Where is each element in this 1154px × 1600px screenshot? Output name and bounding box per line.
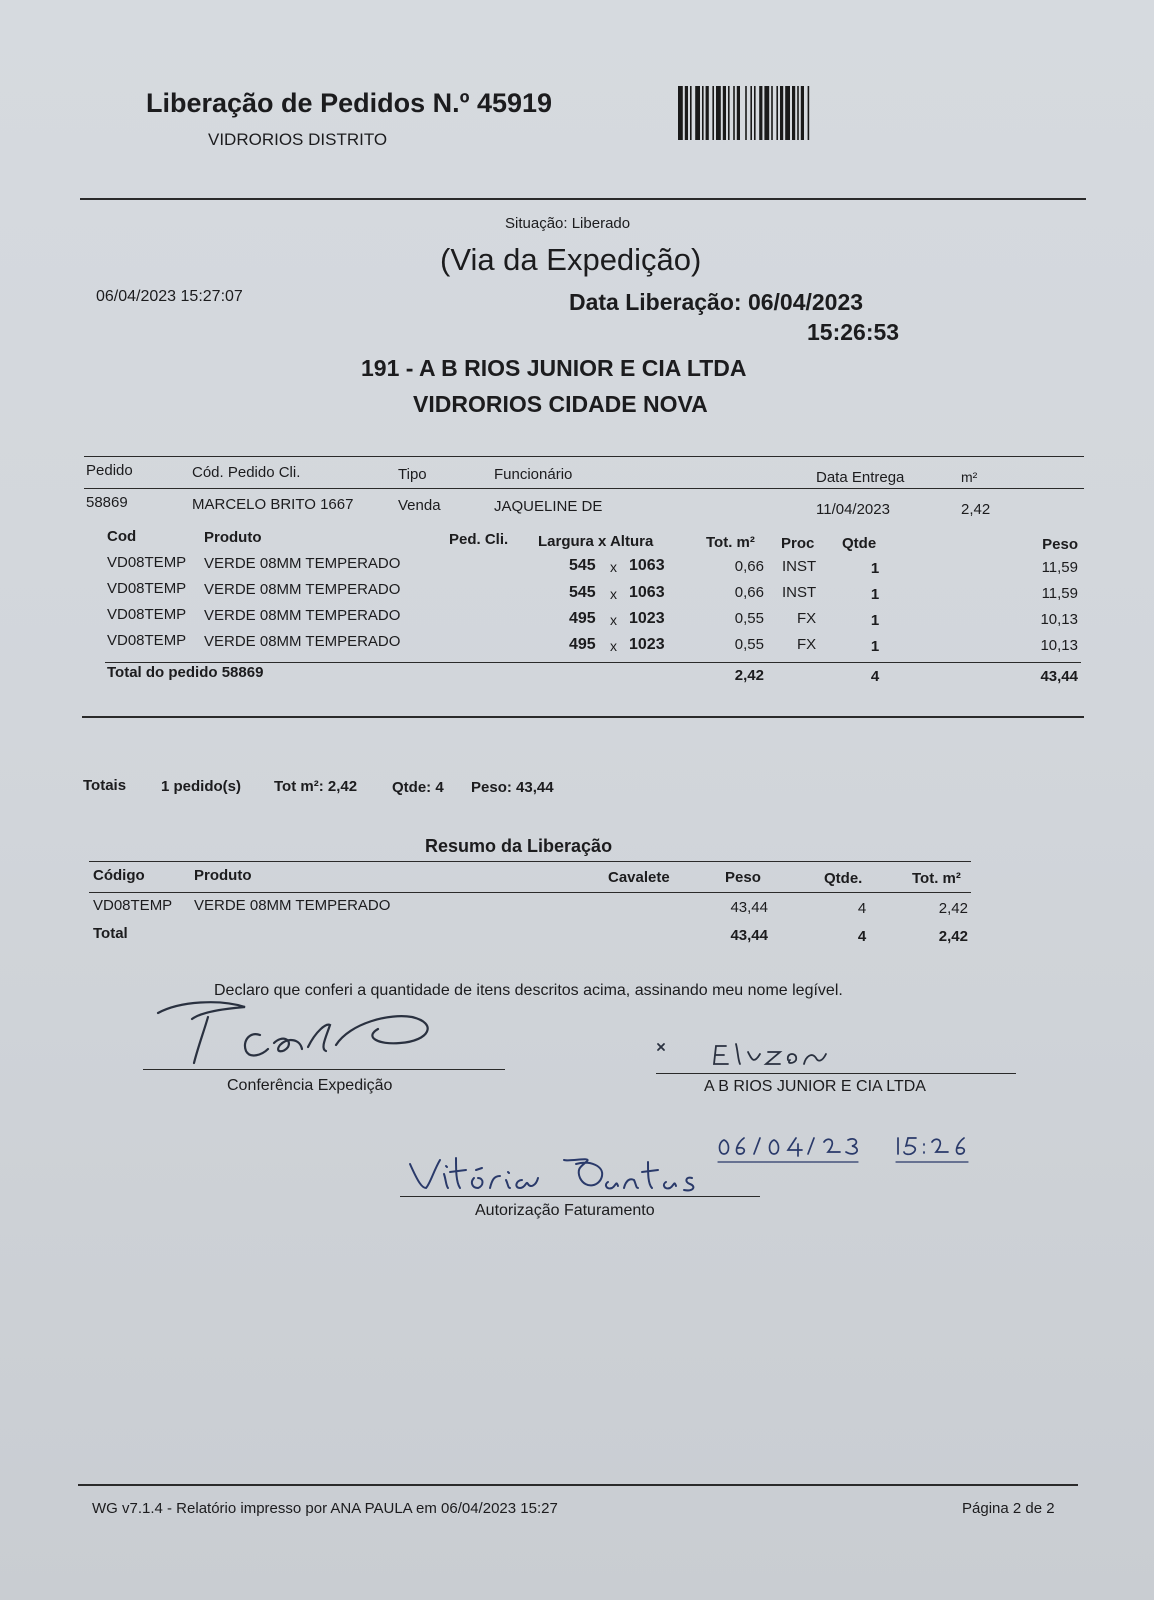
items-total-line [105,662,1081,663]
item-cod: VD08TEMP [107,580,187,597]
summary-title: Resumo da Liberação [425,836,613,856]
item-qtde: 1 [870,638,880,655]
item-tot-m2: 0,55 [734,610,764,627]
items-col-peso: Peso [1042,536,1078,553]
client-name: 191 - A B RIOS JUNIOR E CIA LTDA [361,355,747,381]
signature-line-right [656,1073,1016,1074]
summary-header-line [89,892,971,893]
summary-total-qtde: 4 [857,928,867,945]
totals-label: Totais [83,777,127,794]
item-qtde: 1 [870,612,880,629]
order-number: 58869 [86,494,128,511]
order-bottom-line [82,716,1084,718]
summary-total-peso: 43,44 [730,927,768,944]
footer-line [78,1484,1078,1486]
items-col-proc: Proc [781,535,815,552]
signature-conferencia [150,995,450,1075]
client-order-code: MARCELO BRITO 1667 [192,496,354,513]
order-header-line [84,488,1084,489]
item-largura: 545 [569,584,596,601]
print-datetime: 06/04/2023 15:27:07 [96,288,243,305]
release-time: 15:26:53 [807,319,900,345]
summary-col-produto: Produto [194,867,252,884]
item-tot-m2: 0,66 [734,584,764,601]
items-col-qtde: Qtde [842,535,877,552]
footer-print-info: WG v7.1.4 - Relatório impresso por ANA PAULA em 06/04/2023 15:27 [92,1500,558,1517]
employee: JAQUELINE DE [494,498,603,515]
items-col-dims: Largura x Altura [538,533,654,550]
item-cod: VD08TEMP [107,606,187,623]
col-tipo-label: Tipo [398,466,427,483]
summary-qtde: 4 [857,900,867,917]
summary-total-tot-m2: 2,42 [938,928,968,945]
item-produto: VERDE 08MM TEMPERADO [204,581,401,598]
status-text: Situação: Liberado [505,215,631,232]
signature-label-autorizacao: Autorização Faturamento [475,1202,655,1219]
item-x: x [610,559,617,575]
item-altura: 1063 [629,557,665,574]
col-funcionario-label: Funcionário [494,466,573,483]
order-m2: 2,42 [961,501,991,518]
item-proc: INST [782,558,817,575]
item-largura: 545 [569,557,596,574]
signature-line-left [143,1069,505,1070]
totals-m2: Tot m²: 2,42 [274,778,358,795]
summary-tot-m2: 2,42 [938,900,968,917]
summary-peso: 43,44 [730,899,768,916]
items-col-cod: Cod [107,528,137,545]
item-altura: 1063 [629,584,665,601]
item-cod: VD08TEMP [107,632,187,649]
item-produto: VERDE 08MM TEMPERADO [204,633,401,650]
item-largura: 495 [569,636,596,653]
order-total-peso: 43,44 [1040,668,1078,685]
document-title: Liberação de Pedidos N.º 45919 [146,88,553,118]
release-date: Data Liberação: 06/04/2023 [569,289,864,315]
totals-qtde: Qtde: 4 [392,779,444,796]
col-m2-label: m² [961,469,978,485]
totals-peso: Peso: 43,44 [471,779,554,796]
item-qtde: 1 [870,560,880,577]
order-top-line [84,456,1084,457]
item-proc: INST [782,584,817,601]
order-total-m2: 2,42 [734,667,764,684]
signature-client [656,1038,866,1072]
item-x: x [610,586,617,602]
col-cod-pedido-cli-label: Cód. Pedido Cli. [192,464,301,481]
item-cod: VD08TEMP [107,554,187,571]
items-col-tot-m2: Tot. m² [706,534,755,551]
col-pedido-label: Pedido [86,462,133,479]
summary-col-peso: Peso [725,869,761,886]
item-largura: 495 [569,610,596,627]
barcode [678,86,858,140]
summary-top-line [89,861,971,862]
signature-label-conferencia: Conferência Expedição [227,1077,393,1094]
summary-codigo: VD08TEMP [93,897,173,914]
copy-type: (Via da Expedição) [440,242,702,277]
client-store: VIDRORIOS CIDADE NOVA [413,391,708,417]
items-col-produto: Produto [204,529,262,546]
col-data-entrega-label: Data Entrega [816,469,905,486]
item-tot-m2: 0,66 [734,558,764,575]
item-peso: 10,13 [1040,611,1078,628]
delivery-date: 11/04/2023 [816,501,890,518]
item-qtde: 1 [870,586,880,603]
declaration-text: Declaro que conferi a quantidade de itens descritos acima, assinando meu nome legível. [214,982,843,999]
item-x: x [610,638,617,654]
item-produto: VERDE 08MM TEMPERADO [204,607,401,624]
item-proc: FX [797,636,817,653]
summary-col-qtde: Qtde. [824,870,863,887]
items-col-ped-cli: Ped. Cli. [449,531,509,548]
item-x: x [610,612,617,628]
footer-page-number: Página 2 de 2 [962,1500,1055,1517]
signature-label-client: A B RIOS JUNIOR E CIA LTDA [704,1078,926,1095]
item-tot-m2: 0,55 [734,636,764,653]
issuer-company: VIDRORIOS DISTRITO [208,130,388,149]
summary-produto: VERDE 08MM TEMPERADO [194,897,391,914]
header-divider [80,198,1086,200]
item-produto: VERDE 08MM TEMPERADO [204,555,401,572]
handwritten-date [716,1130,976,1166]
item-altura: 1023 [629,636,665,653]
item-altura: 1023 [629,610,665,627]
signature-line-autorizacao [400,1196,760,1197]
summary-col-cavalete: Cavalete [608,869,670,886]
summary-col-codigo: Código [93,867,145,884]
summary-col-tot-m2: Tot. m² [912,870,961,887]
order-total-label: Total do pedido 58869 [107,664,264,681]
order-total-qtde: 4 [870,668,880,685]
item-peso: 10,13 [1040,637,1078,654]
summary-total-label: Total [93,925,128,942]
totals-pedidos: 1 pedido(s) [161,778,242,795]
item-proc: FX [797,610,817,627]
item-peso: 11,59 [1041,559,1078,576]
order-type: Venda [398,497,441,514]
item-peso: 11,59 [1041,585,1078,602]
